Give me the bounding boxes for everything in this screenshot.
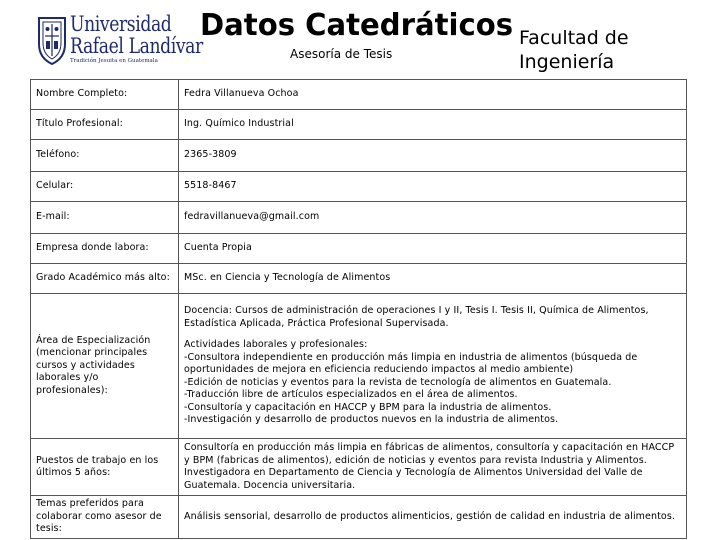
document-subtitle: Asesoría de Tesis — [290, 47, 393, 61]
field-label: E-mail: — [31, 202, 179, 234]
field-label: Celular: — [31, 172, 179, 202]
activity-item: -Investigación y desarrollo de productos nuevos en la industria de alimentos. — [184, 414, 559, 426]
table-row — [31, 234, 687, 264]
field-value — [179, 294, 687, 439]
activity-item: -Traducción libre de artículos especializados en el área de alimentos. — [184, 389, 518, 401]
field-label: Área de Especialización (mencionar principales cursos y actividades laborales y/o profesionales): — [31, 294, 179, 439]
table-row — [31, 80, 687, 110]
field-value: 2365-3809 — [179, 140, 687, 172]
university-seal-icon — [36, 14, 68, 66]
field-value: fedravillanueva@gmail.com — [179, 202, 687, 234]
field-label: Teléfono: — [31, 140, 179, 172]
field-label: Título Profesional: — [31, 110, 179, 140]
faculty-line2: Ingeniería — [519, 51, 615, 73]
table-row — [31, 202, 687, 234]
table-row — [31, 294, 687, 439]
activities-title: Actividades laborales y profesionales: — [184, 339, 368, 351]
activity-item: -Consultoría y capacitación en HACCP y BPM para la industria de alimentos. — [184, 401, 552, 413]
faculty-line1: Facultad de — [519, 27, 629, 49]
field-label: Puestos de trabajo en los últimos 5 años: — [31, 439, 179, 496]
field-value: Consultoría en producción más limpia en fábricas de alimentos, consultoría y capacitación en HACCP y BPM (fabricas de alimentos), edición de noticias y eventos para revista Industria y Alimentos. Investigadora en Departamento de Ciencia y Tecnología de Alimentos Universidad del Valle de Guatemala. Docencia universitaria. — [179, 439, 687, 496]
field-value: Cuenta Propia — [179, 234, 687, 264]
table-row — [31, 172, 687, 202]
table-row — [31, 140, 687, 172]
field-value: 5518-8467 — [179, 172, 687, 202]
field-label: Grado Académico más alto: — [31, 264, 179, 294]
teaching-text: Docencia: Cursos de administración de operaciones I y II, Tesis I. Tesis II, Química de Alimentos, Estadística Aplicada, Práctica Profesional Supervisada. — [184, 305, 649, 329]
page-header — [0, 0, 720, 82]
table-row — [31, 110, 687, 140]
logo-tagline: Tradición Jesuita en Guatemala — [70, 58, 158, 64]
field-value: Análisis sensorial, desarrollo de productos alimenticios, gestión de calidad en industria de alimentos. — [179, 496, 687, 539]
field-label: Temas preferidos para colaborar como asesor de tesis: — [31, 496, 179, 539]
document-title: Datos Catedráticos — [200, 8, 514, 43]
field-value: Fedra Villanueva Ochoa — [179, 80, 687, 110]
table-row — [31, 264, 687, 294]
university-logo — [36, 12, 203, 68]
table-row — [31, 496, 687, 539]
field-value: MSc. en Ciencia y Tecnología de Alimentos — [179, 264, 687, 294]
professor-info-table — [30, 79, 687, 539]
table-row — [31, 439, 687, 496]
field-label: Empresa donde labora: — [31, 234, 179, 264]
field-label: Nombre Completo: — [31, 80, 179, 110]
field-value: Ing. Químico Industrial — [179, 110, 687, 140]
faculty-name — [519, 26, 669, 74]
activity-item: -Edición de noticias y eventos para la revista de tecnología de alimentos en Guatemala. — [184, 376, 612, 388]
activity-item: -Consultora independiente en producción más limpia en industria de alimentos (búsqueda de oportunidades de mejora en eficiencia reduciendo impactos al medio ambiente) — [184, 351, 638, 376]
logo-text-line2: Rafael Landívar — [70, 34, 203, 58]
logo-text-line1: Universidad — [70, 12, 172, 36]
